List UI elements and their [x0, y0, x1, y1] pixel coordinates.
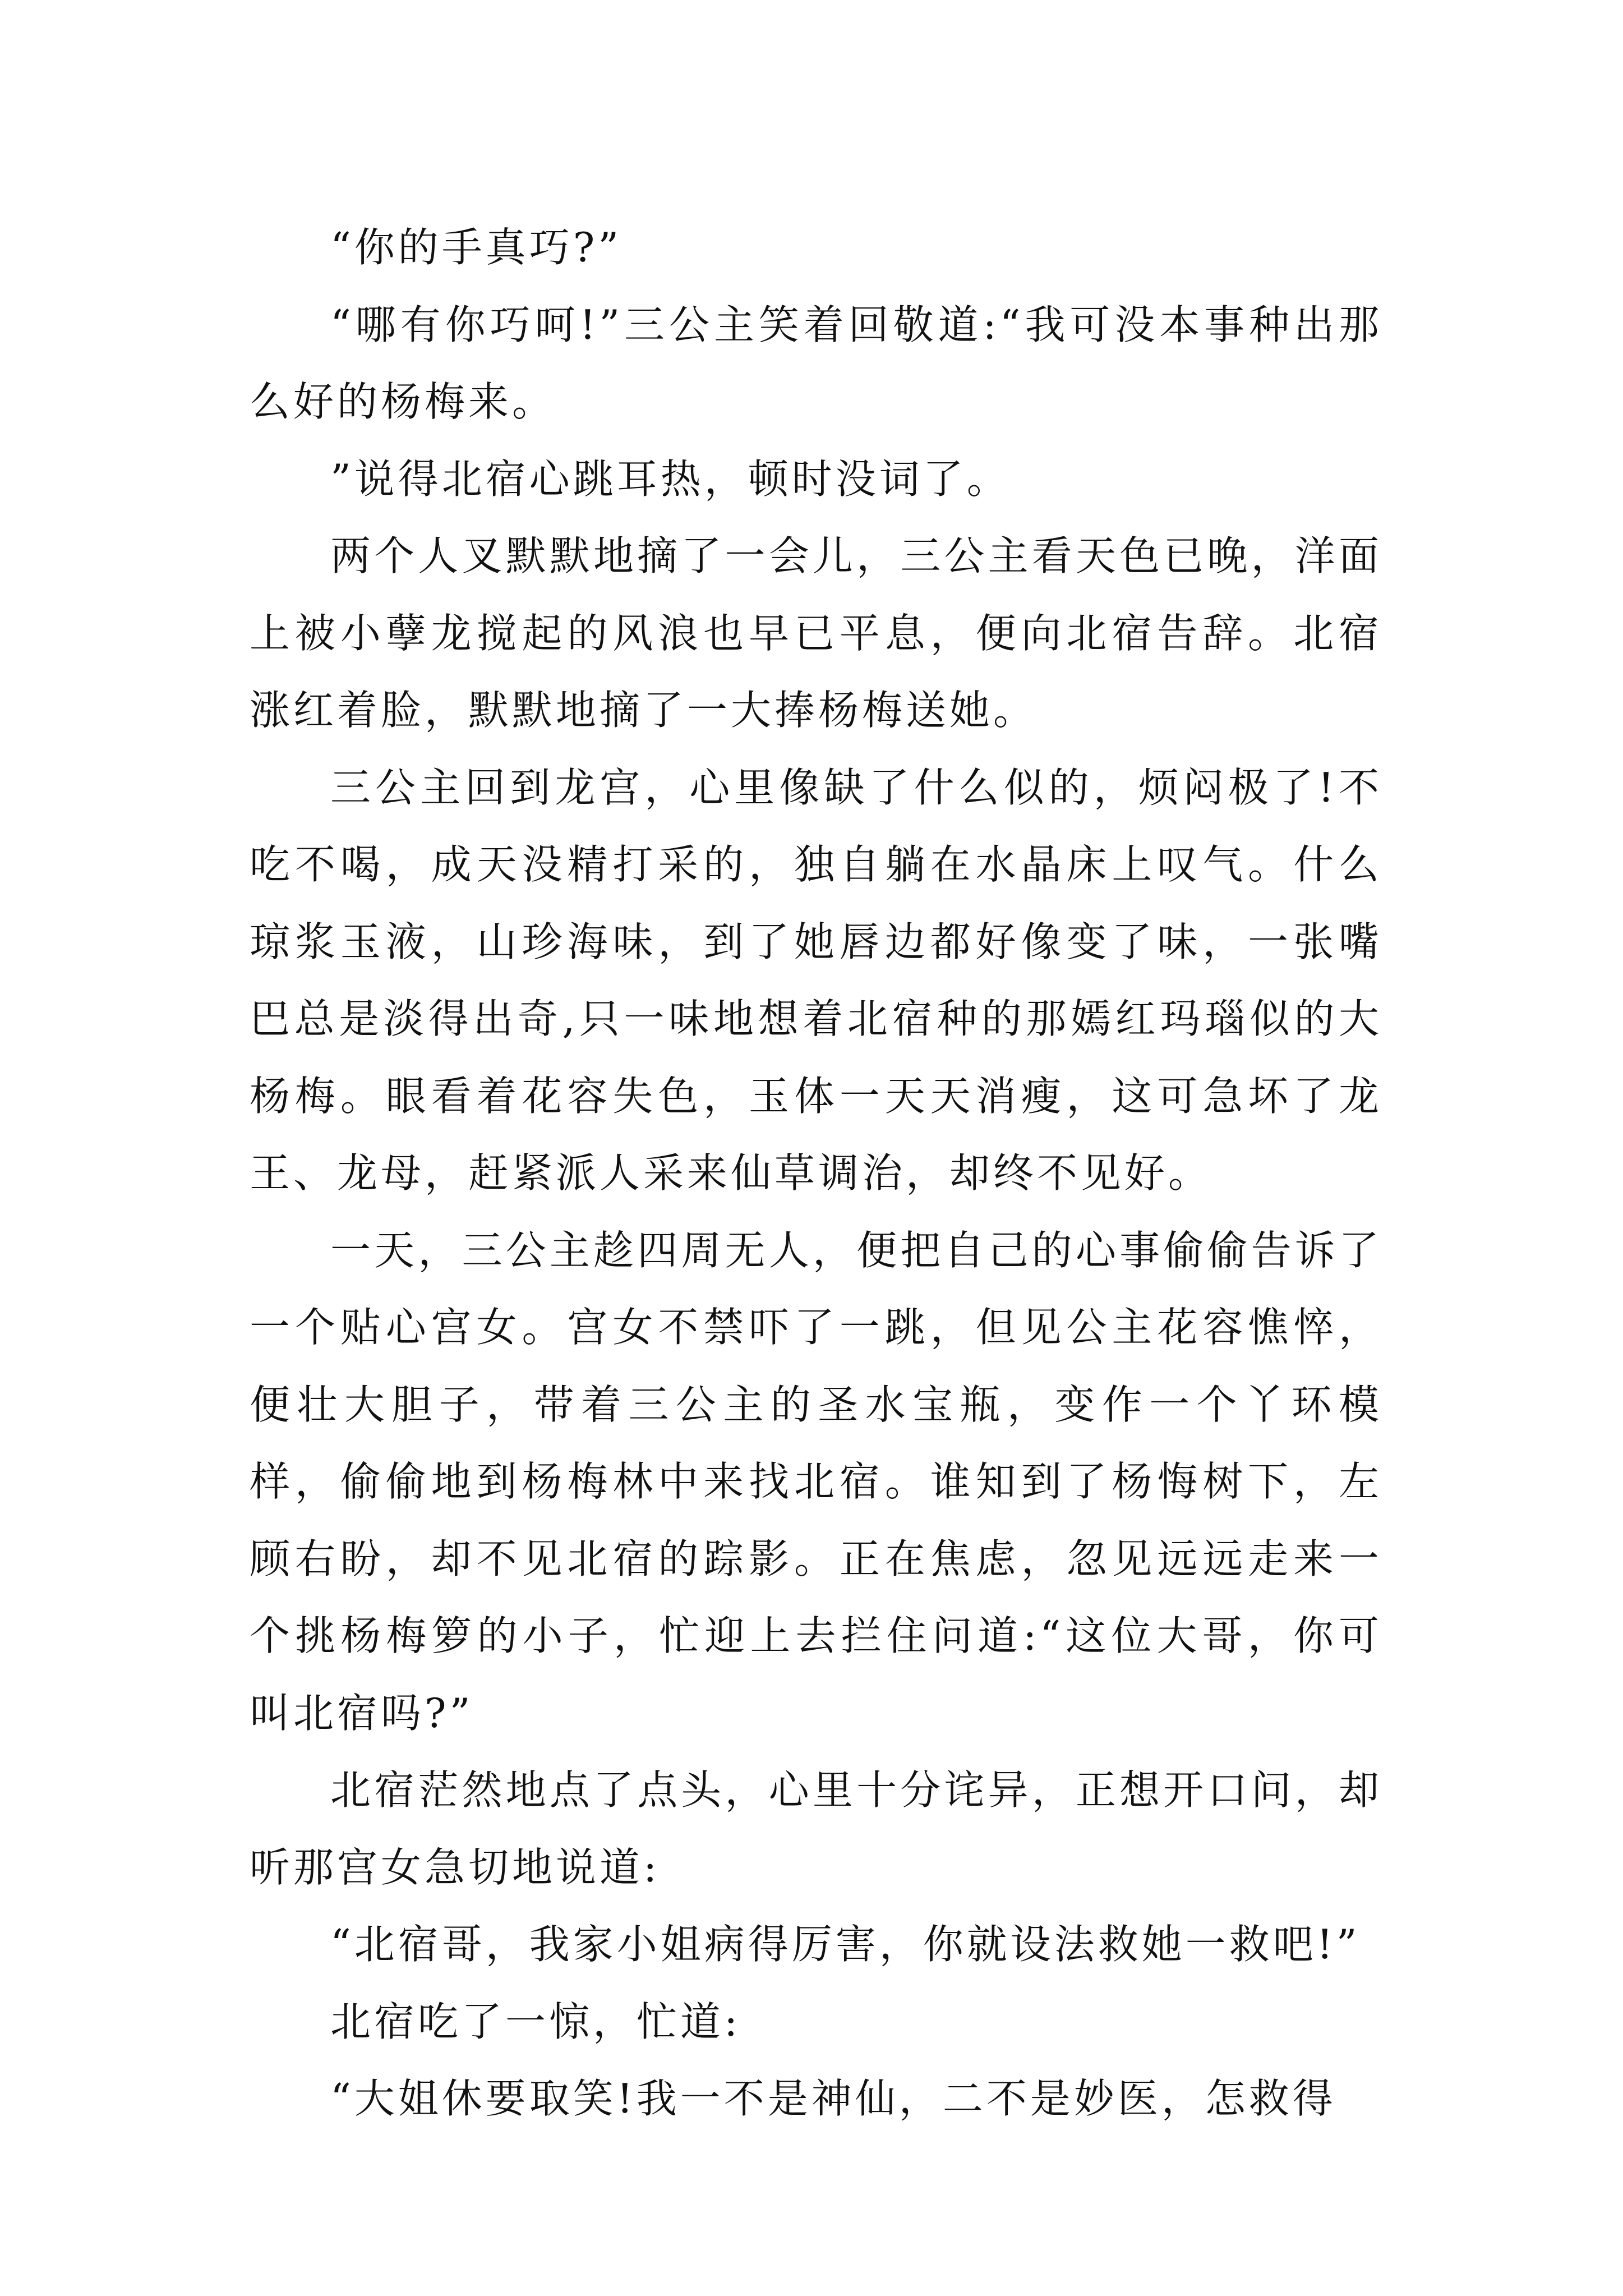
paragraph: ”说得北宿心跳耳热，顿时没词了。	[330, 455, 1011, 503]
paragraph: “哪有你巧呵!”三公主笑着回敬道:“我可没本事种出那么好的杨梅来。	[250, 301, 1382, 425]
paragraph: “你的手真巧?”	[330, 224, 623, 271]
paragraph: “北宿哥，我家小姐病得厉害，你就设法救她一救吧!”	[330, 1921, 1361, 1968]
paragraph: 北宿茫然地点了点头，心里十分诧异，正想开口问，却听那宫女急切地说道:	[250, 1766, 1382, 1891]
paragraph: 一天，三公主趁四周无人，便把自己的心事偷偷告诉了一个贴心宫女。宫女不禁吓了一跳，但见公主花容憔悴，便壮大胆子，带着三公主的圣水宝瓶，变作一个丫环模样，偷偷地到杨梅林中来找北宿。谁知到了杨悔树下，左顾右盼，却不见北宿的踪影。正在焦虑，忽见远远走来一个挑杨梅箩的小子，忙迎上去拦住问道:“这位大哥，你可叫北宿吗?”	[250, 1226, 1382, 1737]
paragraph: 两个人叉默默地摘了一会儿，三公主看天色已晚，洋面上被小孽龙搅起的风浪也早已平息，便向北宿告辞。北宿涨红着脸，默默地摘了一大捧杨梅送她。	[250, 532, 1382, 734]
paragraph: 三公主回到龙宫，心里像缺了什么似的，烦闷极了!不吃不喝，成天没精打采的，独自躺在水晶床上叹气。什么琼浆玉液，山珍海味，到了她唇边都好像变了味，一张嘴巴总是淡得出奇,只一味地想着北宿种的那嫣红玛瑙似的大杨梅。眼看着花容失色，玉体一天天消瘦，这可急坏了龙王、龙母，赶紧派人采来仙草调治，却终不见好。	[250, 763, 1382, 1197]
paragraph: “大姐休要取笑!我一不是神仙，二不是妙医，怎救得	[330, 2075, 1336, 2122]
paragraph: 北宿吃了一惊，忙道:	[330, 1998, 741, 2045]
body-text	[250, 209, 1382, 2138]
